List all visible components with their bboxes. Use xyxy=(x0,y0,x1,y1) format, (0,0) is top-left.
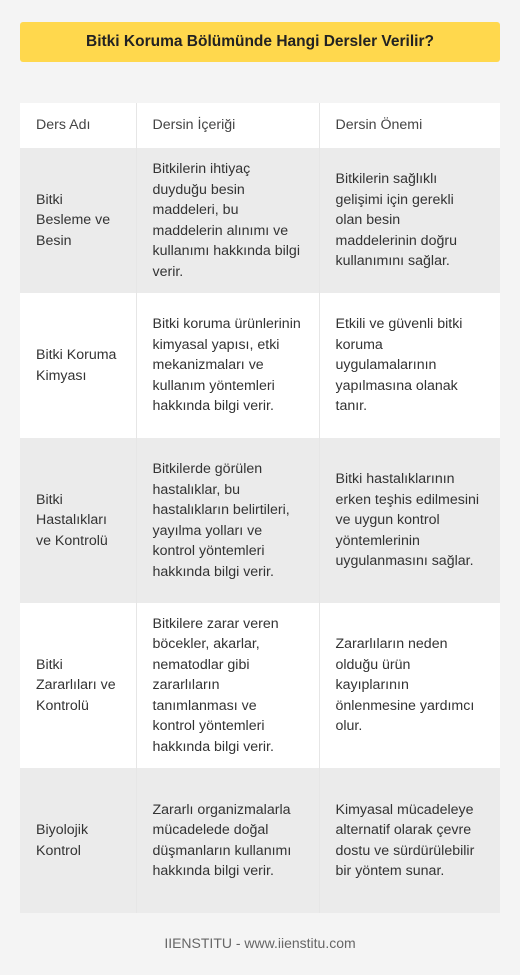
course-importance-cell: Bitki hastalıklarının erken teşhis edilmesini ve uygun kontrol yöntemlerinin uygulanmasını sağlar. xyxy=(319,438,500,603)
table-row xyxy=(20,293,500,438)
table-row xyxy=(20,148,500,293)
column-header-course-content: Dersin İçeriği xyxy=(136,103,319,148)
courses-table xyxy=(20,103,500,913)
course-importance-cell: Kimyasal mücadeleye alternatif olarak çevre dostu ve sürdürülebilir bir yöntem sunar. xyxy=(319,768,500,913)
course-content-cell: Bitkilerin ihtiyaç duyduğu besin maddeleri, bu maddelerin alınımı ve kullanımı hakkında bilgi verir. xyxy=(136,148,319,293)
table-row xyxy=(20,603,500,768)
course-importance-cell: Etkili ve güvenli bitki koruma uygulamalarının yapılmasına olanak tanır. xyxy=(319,293,500,438)
course-name-cell: Bitki Besleme ve Besin xyxy=(20,148,136,293)
table-row xyxy=(20,768,500,913)
table-row xyxy=(20,438,500,603)
course-content-cell: Zararlı organizmalarla mücadelede doğal düşmanların kullanımı hakkında bilgi verir. xyxy=(136,768,319,913)
course-content-cell: Bitkilerde görülen hastalıklar, bu hastalıkların belirtileri, yayılma yolları ve kontrol yöntemleri hakkında bilgi verir. xyxy=(136,438,319,603)
course-importance-cell: Bitkilerin sağlıklı gelişimi için gerekli olan besin maddelerinin doğru kullanımını sağlar. xyxy=(319,148,500,293)
course-content-cell: Bitki koruma ürünlerinin kimyasal yapısı, etki mekanizmaları ve kullanım yöntemleri hakkında bilgi verir. xyxy=(136,293,319,438)
course-content-cell: Bitkilere zarar veren böcekler, akarlar, nematodlar gibi zararlıların tanımlanması ve kontrol yöntemleri hakkında bilgi verir. xyxy=(136,603,319,768)
course-name-cell: Biyolojik Kontrol xyxy=(20,768,136,913)
column-header-course-name: Ders Adı xyxy=(20,103,136,148)
column-header-course-importance: Dersin Önemi xyxy=(319,103,500,148)
course-name-cell: Bitki Hastalıkları ve Kontrolü xyxy=(20,438,136,603)
footer-credit: IIENSTITU - www.iienstitu.com xyxy=(164,935,356,951)
course-name-cell: Bitki Koruma Kimyası xyxy=(20,293,136,438)
page-title: Bitki Koruma Bölümünde Hangi Dersler Verilir? xyxy=(20,22,500,62)
table-header-row xyxy=(20,103,500,148)
course-name-cell: Bitki Zararlıları ve Kontrolü xyxy=(20,603,136,768)
course-importance-cell: Zararlıların neden olduğu ürün kayıplarının önlenmesine yardımcı olur. xyxy=(319,603,500,768)
